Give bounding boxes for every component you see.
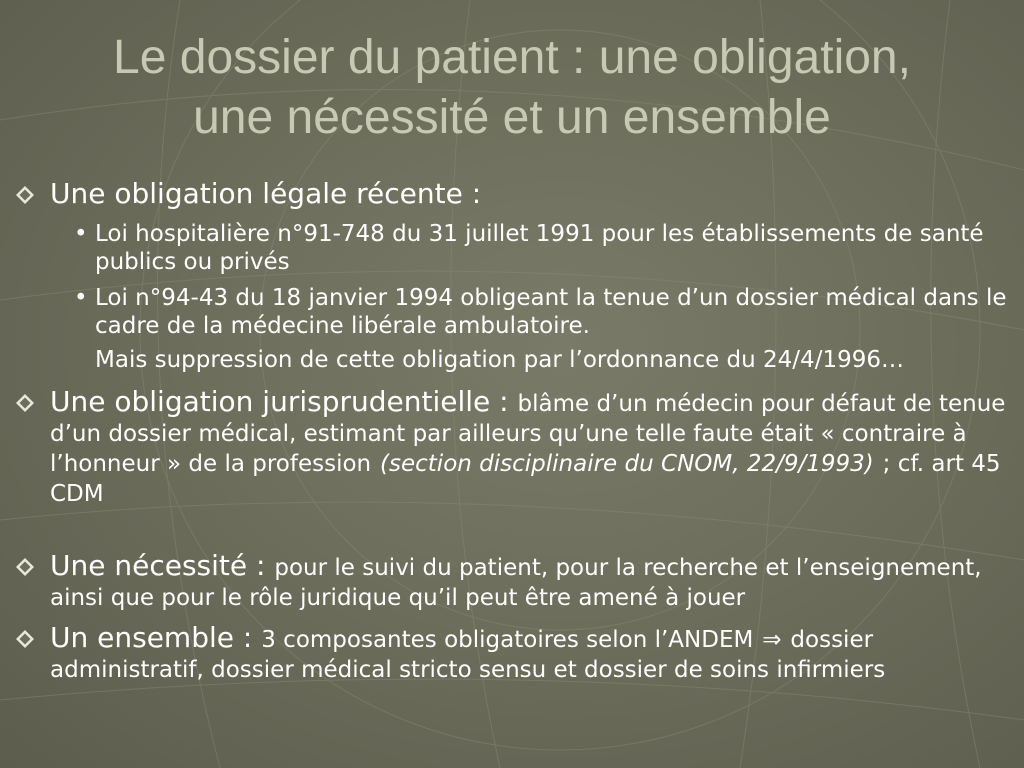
bullet-tail: ; cf. art 45 CDM: [50, 451, 1001, 507]
implies-arrow-icon: ⇒: [762, 627, 782, 653]
sub-bullet-text: Loi n°94-43 du 18 janvier 1994 obligeant la tenue d’un dossier médical dans le cadre de la médecine libérale ambulatoire.: [95, 285, 1007, 339]
sub-bullet-note: Mais suppression de cette obligation par l’ordonnance du 24/4/1996…: [95, 347, 904, 373]
title-line-2: une nécessité et un ensemble: [193, 91, 831, 144]
bullet-lead: Un ensemble :: [50, 621, 253, 654]
bullet-lead: Une nécessité :: [50, 549, 266, 582]
sub-bullet-dot-icon: •: [74, 221, 88, 247]
diamond-icon: [14, 628, 36, 650]
diamond-icon: [14, 556, 36, 578]
bullet-text: 3 composantes obligatoires selon l’ANDEM: [261, 627, 754, 653]
sub-bullet-text: Loi hospitalière n°91-748 du 31 juillet 1991 pour les établissements de santé publics ou privés: [95, 221, 984, 275]
bullet-text: blâme d’un médecin pour défaut de tenue d’un dossier médical, estimant par ailleurs qu’une telle faute était « contraire à l’honneur » de la profession: [50, 391, 1006, 477]
bullet-obligation-jurisprudentielle: [12, 385, 1010, 508]
bullet-ensemble: [12, 621, 1010, 684]
sub-bullet-loi-1991: [12, 220, 1010, 276]
diamond-icon: [14, 392, 36, 414]
bullet-obligation-legale: [12, 177, 1010, 210]
slide-title: [20, 28, 1004, 148]
title-line-1: Le dossier du patient : une obligation,: [113, 31, 911, 84]
bullet-lead: Une obligation légale récente :: [50, 177, 482, 210]
bullet-lead: Une obligation jurisprudentielle :: [50, 385, 509, 418]
sub-bullet-loi-1994: [12, 284, 1010, 340]
slide-content: [12, 177, 1010, 684]
bullet-citation: (section disciplinaire du CNOM, 22/9/1993): [380, 451, 874, 477]
diamond-icon: [14, 184, 36, 206]
bullet-text: pour le suivi du patient, pour la recherche et l’enseignement, ainsi que pour le rôle juridique qu’il peut être amené à jouer: [50, 555, 982, 611]
bullet-necessite: [12, 549, 1010, 612]
sub-bullet-dot-icon: •: [74, 285, 88, 311]
bullet-text-continued: dossier administratif, dossier médical stricto sensu et dossier de soins infirmiers: [50, 627, 886, 683]
